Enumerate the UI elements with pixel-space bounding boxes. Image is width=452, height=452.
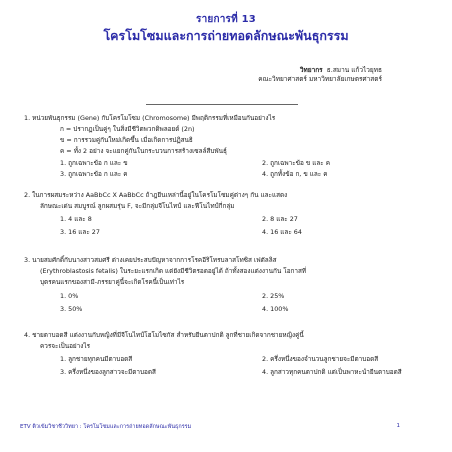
lecturer-block (258, 66, 382, 84)
question-1-option-2[interactable]: 2. ถูกเฉพาะข้อ ข และ ค (262, 159, 331, 167)
question-3-option-3[interactable]: 3. 50% (60, 305, 83, 313)
question-2-stem-cont: ลักษณะเด่น สมบูรณ์ ลูกผสมรุ่น F, จะมีกลุ่มจีโนไทป์ และฟีโนไทป์กี่กลุ่ม (40, 202, 235, 210)
question-4-stem-cont: ควรจะเป็นอย่างไร (40, 342, 91, 350)
question-1-option-3[interactable]: 3. ถูกเฉพาะข้อ ก และ ค (60, 170, 128, 178)
question-2-stem: 2. ในการผสมระหว่าง AaBbCc X AaBbCc ถ้าฎยีนเหล่านี้อยู่ในโครโมโซมคู่ต่างๆ กัน และแสดง (24, 191, 288, 199)
footer-caption: ETV ติวเข้มวิชาชีววิทยา : โครโมโซมและการถ่ายทอดลักษณะพันธุกรรม (20, 424, 192, 430)
question-2-option-4[interactable]: 4. 16 และ 64 (262, 228, 302, 236)
question-2-option-1[interactable]: 1. 4 และ 8 (60, 215, 92, 223)
title-divider (146, 104, 298, 105)
question-3-option-4[interactable]: 4. 100% (262, 305, 289, 313)
lecturer-role: วิทยากร (299, 66, 323, 74)
question-1-option-1[interactable]: 1. ถูกเฉพาะข้อ ก และ ข (60, 159, 128, 167)
question-3-option-2[interactable]: 2. 25% (262, 292, 285, 300)
question-4-option-3[interactable]: 3. ครึ่งหนึ่งของลูกสาวจะมีตาบอดสี (60, 368, 156, 376)
lecturer-name: ธ.สมาน แก้วไวยุทธ (326, 66, 382, 74)
question-1-statement-a: ก = ปรากฏเป็นคู่ๆ ในสิ่งมีชีวิตพวกดิพลอยด์ (2n) (60, 125, 195, 133)
question-1-statement-b: ข = การรวมคู่กันใหม่เกิดขึ้น เมื่อเกิดการปฏิสนธิ (60, 136, 193, 144)
question-3-stem-cont-1: (Erythroblastosis fetalis) ในระยะแรกเกิด แต่ยังมีชีวิตรอดอยู่ได้ ถ้าทั้งสองแต่งงานกัน โอกาสที่ (40, 267, 307, 275)
page-number: 1 (396, 423, 400, 429)
question-3-option-1[interactable]: 1. 0% (60, 292, 79, 300)
question-1-statement-c: ค = ทั้ง 2 อย่าง จะแยกคู่กันในกระบวนการสร้างเซลล์สืบพันธุ์ (60, 147, 227, 155)
question-3-stem: 3. นายสมศักดิ์กับนางสาวสมศรี ต่างเคยประสบปัญหาจากการโรคอีริโทรบลาสโทซิส เฟตัลลิส (24, 256, 277, 264)
program-number: รายการที่ 13 (196, 14, 256, 25)
question-4-option-2[interactable]: 2. ครึ่งหนึ่งของจำนวนลูกชายจะมีตาบอดสี (262, 355, 379, 363)
question-1-option-4[interactable]: 4. ถูกทั้งข้อ ก, ข และ ค (262, 170, 328, 178)
question-2-option-3[interactable]: 3. 16 และ 27 (60, 228, 100, 236)
page-title: โครโมโซมและการถ่ายทอดลักษณะพันธุกรรม (103, 28, 349, 43)
question-1-stem: 1. หน่วยพันธุกรรม (Gene) กับโครโมโซม (Chromosome) มีพฤติกรรมที่เหมือนกันอย่างไร (24, 114, 276, 122)
question-4-option-4[interactable]: 4. ลูกสาวทุกคนตาปกติ แต่เป็นพาหะนำยีนตาบอดสี (262, 368, 402, 376)
lecturer-affiliation: คณะวิทยาศาสตร์ มหาวิทยาลัยเกษตรศาสตร์ (258, 75, 382, 83)
question-4-stem: 4. ชายตาบอดสี แต่งงานกับหญิงที่มีจีโนไทป์โฮโมไซกัส สำหรับยีนตาปกติ ลูกที่ชายเกิดจากชายหญิงคู่นี้ (24, 331, 304, 339)
question-4-option-1[interactable]: 1. ลูกชายทุกคนมีตาบอดสี (60, 355, 133, 363)
question-2-option-2[interactable]: 2. 8 และ 27 (262, 215, 298, 223)
question-3-stem-cont-2: บุตรคนแรกของสามี-ภรรยาคู่นี้จะเกิดโรคนี้เป็นเท่าไร (40, 278, 185, 286)
